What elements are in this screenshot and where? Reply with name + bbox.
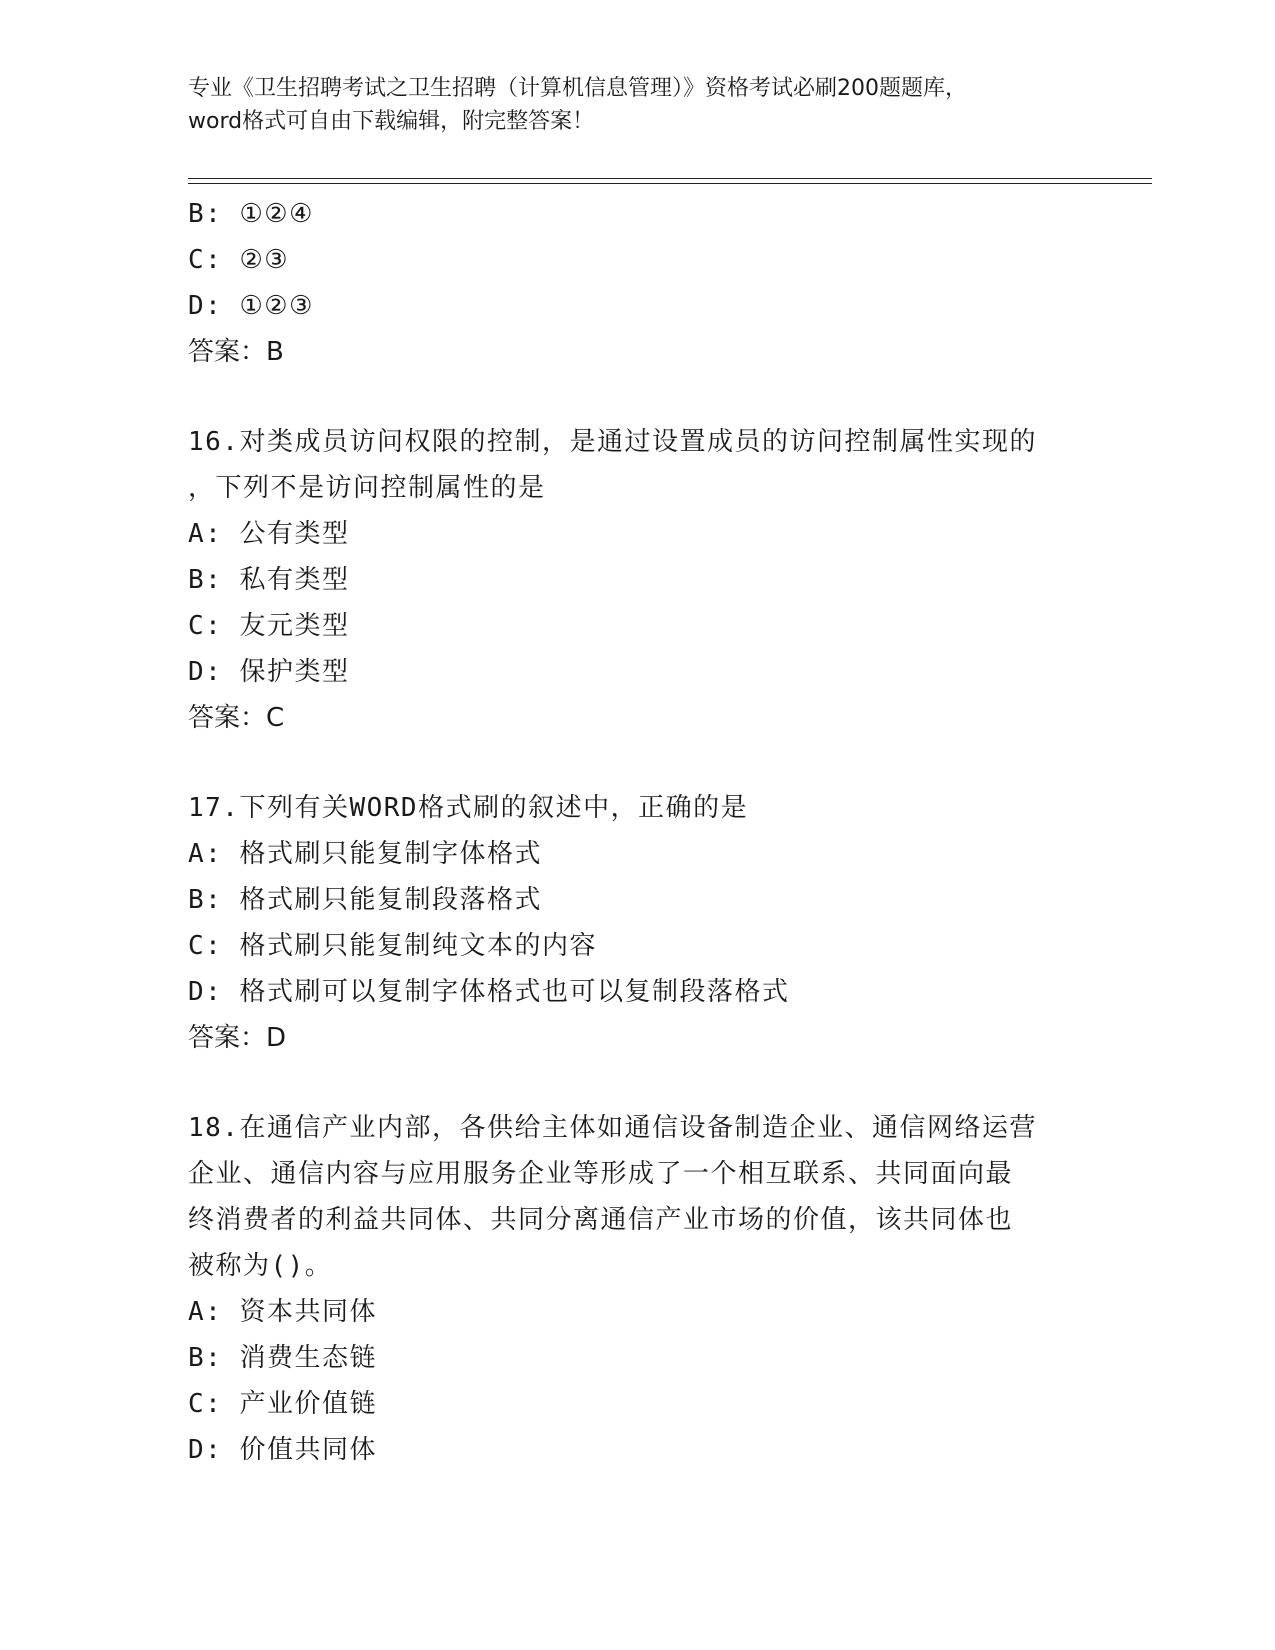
question-text-line: 被称为()。 xyxy=(188,1251,333,1281)
option-b: B: ①②④ xyxy=(188,199,314,229)
option-d: D: ①②③ xyxy=(188,291,314,321)
option-a: A: 公有类型 xyxy=(188,519,350,549)
option-c: C: ②③ xyxy=(188,245,290,275)
answer: 答案：D xyxy=(188,1023,287,1053)
question-17 xyxy=(188,785,1088,1061)
header-divider xyxy=(188,178,1152,184)
question-text-line: 18.在通信产业内部，各供给主体如通信设备制造企业、通信网络运营 xyxy=(188,1113,1037,1143)
question-16 xyxy=(188,419,1088,741)
spacer xyxy=(188,741,1088,785)
question-text-line: 17.下列有关WORD格式刷的叙述中，正确的是 xyxy=(188,793,749,823)
question-text-line: 16.对类成员访问权限的控制，是通过设置成员的访问控制属性实现的 xyxy=(188,427,1037,457)
option-b: B: 消费生态链 xyxy=(188,1343,377,1373)
option-a: A: 资本共同体 xyxy=(188,1297,377,1327)
question-text-line: 企业、通信内容与应用服务企业等形成了一个相互联系、共同面向最 xyxy=(188,1159,1014,1189)
option-a: A: 格式刷只能复制字体格式 xyxy=(188,839,542,869)
answer: 答案：B xyxy=(188,337,284,367)
question-text-line: 终消费者的利益共同体、共同分离通信产业市场的价值，该共同体也 xyxy=(188,1205,1014,1235)
option-c: C: 友元类型 xyxy=(188,611,350,641)
document-header xyxy=(188,72,1088,138)
option-d: D: 价值共同体 xyxy=(188,1435,377,1465)
option-b: B: 格式刷只能复制段落格式 xyxy=(188,885,542,915)
option-b: B: 私有类型 xyxy=(188,565,350,595)
option-d: D: 格式刷可以复制字体格式也可以复制段落格式 xyxy=(188,977,790,1007)
option-c: C: 格式刷只能复制纯文本的内容 xyxy=(188,931,597,961)
question-content xyxy=(188,191,1088,1473)
option-c: C: 产业价值链 xyxy=(188,1389,377,1419)
answer: 答案：C xyxy=(188,703,285,733)
header-line-1: 专业《卫生招聘考试之卫生招聘（计算机信息管理）》资格考试必刷200题题库， xyxy=(188,76,967,101)
option-d: D: 保护类型 xyxy=(188,657,350,687)
spacer xyxy=(188,1061,1088,1105)
header-line-2: word格式可自由下载编辑，附完整答案！ xyxy=(188,109,595,134)
prev-question-block xyxy=(188,191,1088,375)
question-text-line: ，下列不是访问控制属性的是 xyxy=(188,473,546,503)
spacer xyxy=(188,375,1088,419)
question-18 xyxy=(188,1105,1088,1473)
